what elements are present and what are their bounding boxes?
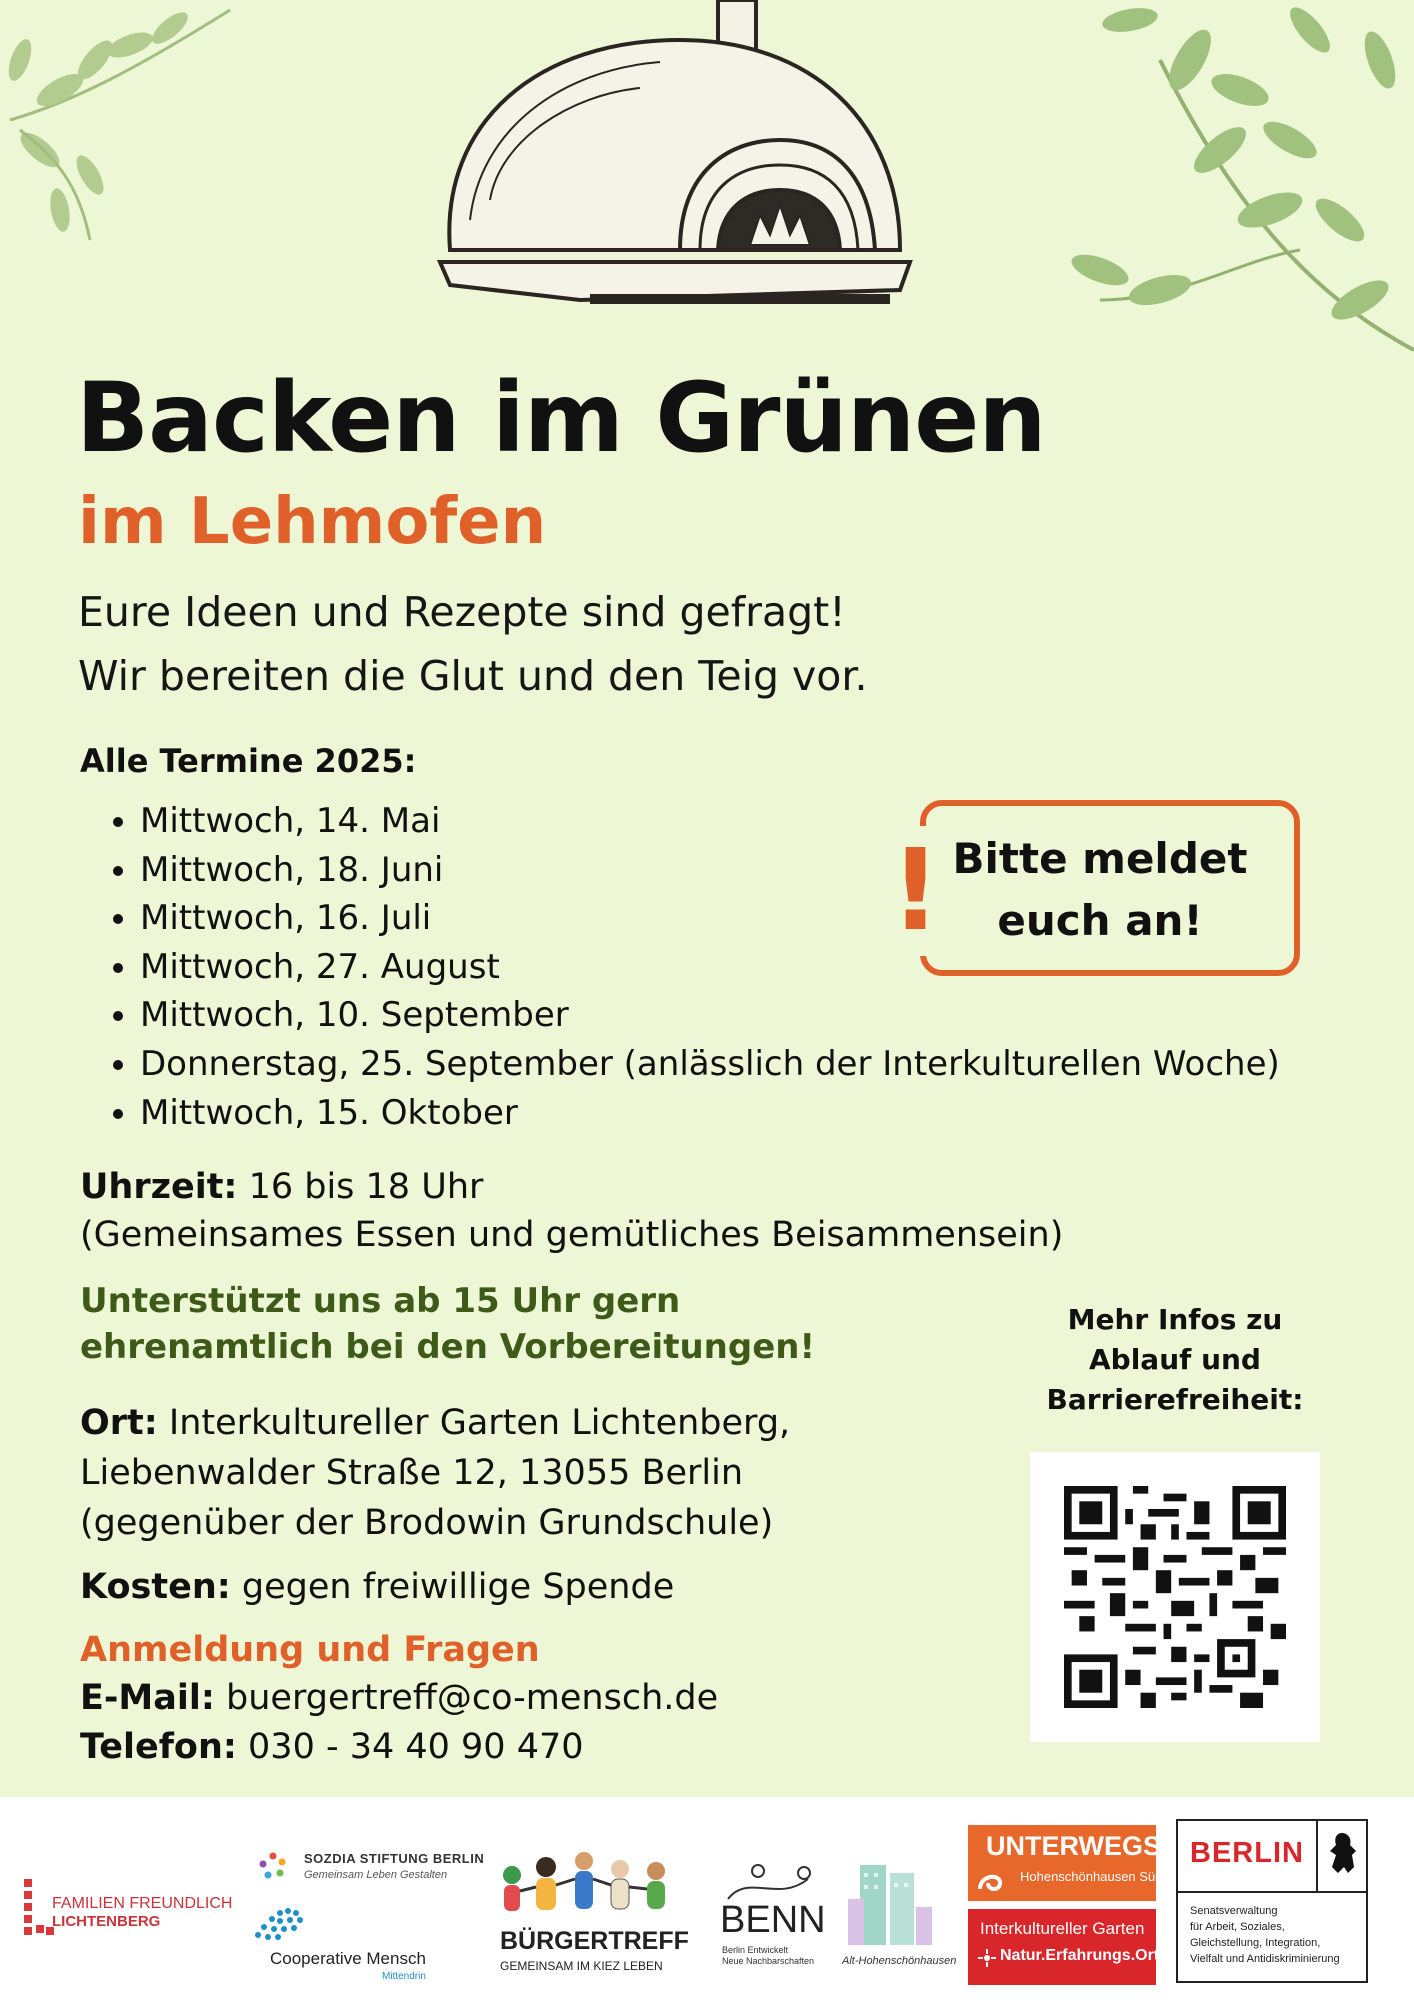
cost-value: gegen freiwillige Spende [241,1567,675,1607]
familien-line-2: LICHTENBERG [52,1913,161,1930]
alt-hsh-name: Alt-Hohenschönhausen [842,1955,957,1967]
time-note: (Gemeinsames Essen und gemütliches Beisammensein) [80,1215,1064,1255]
alt-hohenschoenhausen-logo [838,1859,957,1979]
cooperative-mensch-logo [246,1905,466,1985]
berlin-senate-logo [1176,1819,1368,1983]
phone-row [80,1727,584,1767]
sponsor-footer [0,1797,1414,2000]
date-item: • Mittwoch, 14. Mai [140,797,1280,846]
buergertreff-name: BÜRGERTREFF [500,1927,689,1955]
cooperative-dots-icon [250,1905,330,1945]
intro-line-2: Wir bereiten die Glut und den Teig vor. [78,652,868,700]
place-line-2: Liebenwalder Straße 12, 13055 Berlin [80,1453,744,1493]
unterwegs-name [986,1831,1170,1862]
subtitle: im Lehmofen [78,485,547,559]
flower-icon [978,1949,996,1967]
qr-code[interactable] [1030,1452,1320,1742]
berlin-name: BERLIN [1190,1837,1304,1869]
more-info-line-3: Barrierefreiheit: [1046,1383,1304,1416]
buergertreff-tagline: GEMEINSAM IM KIEZ LEBEN [500,1959,663,1973]
place-label: Ort: [80,1403,158,1443]
stiftung-dots-icon [258,1851,288,1881]
email-row [80,1678,719,1718]
qr-code-icon [1064,1486,1286,1708]
main-title: Backen im Grünen [76,362,1046,474]
volunteer-line-2: ehrenamtlich bei den Vorbereitungen! [80,1327,815,1367]
stiftung-tagline: Gemeinsam Leben Gestalten [304,1869,448,1881]
berlin-line-4: Vielfalt und Antidiskriminierung [1190,1953,1340,1965]
date-item: • Mittwoch, 15. Oktober [140,1089,1280,1138]
date-item: • Mittwoch, 27. August [140,943,1280,992]
exclamation-icon: ! [890,826,942,956]
volunteer-note [80,1278,840,1370]
unterwegs-title: UNTERWEGS [986,1831,1162,1861]
callout-line-1: Bitte meldet [952,834,1248,883]
more-info-line-2: Ablauf und [1089,1343,1261,1376]
garten-line-2: Natur.Erfahrungs.Ort [1000,1947,1160,1964]
time-label: Uhrzeit: [80,1167,238,1207]
leaves-decoration-right [1040,0,1414,400]
leaves-decoration-left [0,0,260,250]
callout-line-2: euch an! [997,896,1203,945]
cooperative-tagline: Mittendrin [382,1971,426,1982]
buergertreff-people-icon [494,1847,684,1917]
stiftung-logo [258,1849,485,1889]
unterwegs-sub: Hohenschönhausen Süd [1020,1869,1163,1884]
place-block [80,1398,980,1548]
date-item: • Donnerstag, 25. September (anlässlich der Interkulturellen Woche) [140,1040,1280,1089]
callout-text [940,828,1260,952]
garten-line-1: Interkultureller Garten [980,1919,1145,1938]
benn-logo [718,1863,828,1973]
berlin-bear-icon [1322,1827,1362,1883]
time-value: 16 bis 18 Uhr [248,1167,484,1207]
date-item: • Mittwoch, 18. Juni [140,846,1280,895]
intro-line-1: Eure Ideen und Rezepte sind gefragt! [78,588,846,636]
date-item: • Mittwoch, 16. Juli [140,894,1280,943]
benn-line-1: Berlin Entwickelt [722,1945,789,1955]
familien-freundlich-logo [22,1877,242,1937]
signup-heading: Anmeldung und Fragen [80,1630,540,1670]
email-label: E-Mail: [80,1678,215,1718]
benn-line-2: Neue Nachbarschaften [722,1956,815,1966]
cooperative-name: Cooperative Mensch [270,1949,426,1968]
time-row [80,1167,484,1207]
more-info-text [1040,1300,1310,1420]
unterwegs-logo [968,1825,1171,1901]
place-line-3: (gegenüber der Brodowin Grundschule) [80,1503,774,1543]
stiftung-name: SOZDIA STIFTUNG BERLIN [304,1851,485,1866]
more-info-line-1: Mehr Infos zu [1067,1303,1283,1336]
date-item: • Mittwoch, 10. September [140,991,1280,1040]
cost-row [80,1567,675,1607]
interkultureller-garten-logo [968,1909,1160,1985]
place-line-1: Interkultureller Garten Lichtenberg, [168,1403,791,1443]
volunteer-line-1: Unterstützt uns ab 15 Uhr gern [80,1281,681,1321]
unterwegs-small: in [1161,1844,1171,1858]
berlin-line-3: Gleichstellung, Integration, [1190,1937,1321,1949]
email-link[interactable]: buergertreff@co-mensch.de [226,1678,719,1718]
buergertreff-logo [494,1847,689,1987]
unterwegs-swirl-icon [976,1865,1006,1895]
phone-label: Telefon: [80,1727,237,1767]
benn-people-icon [718,1863,828,1903]
dates-heading: Alle Termine 2025: [80,742,417,780]
berlin-line-1: Senatsverwaltung [1190,1905,1278,1917]
buildings-icon [838,1859,938,1951]
familien-line-1: FAMILIEN FREUNDLICH [52,1895,233,1912]
berlin-line-2: für Arbeit, Soziales, [1190,1921,1285,1933]
cost-label: Kosten: [80,1567,231,1607]
benn-name: BENN [720,1899,826,1941]
phone-number[interactable]: 030 - 34 40 90 470 [248,1727,584,1767]
clay-oven-illustration [430,0,920,340]
